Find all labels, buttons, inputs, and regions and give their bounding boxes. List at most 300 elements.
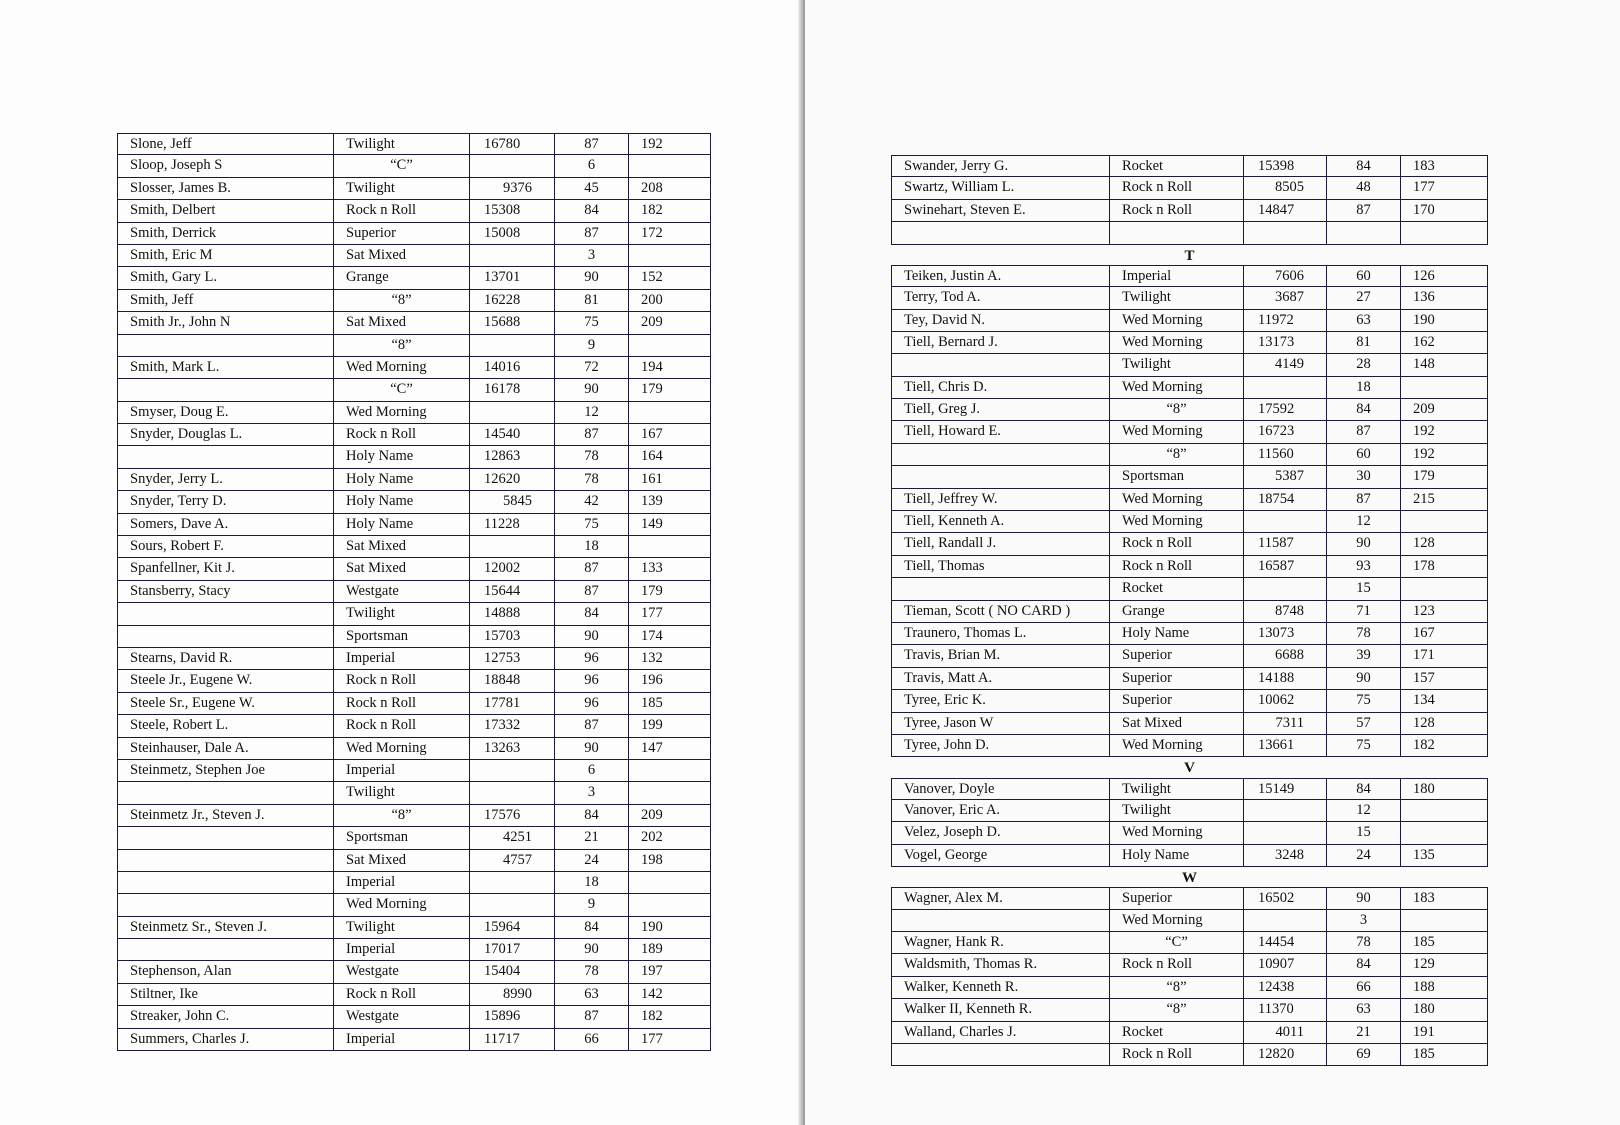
table-row	[117, 379, 711, 401]
games-cell: 84	[554, 200, 628, 221]
player-name-cell	[117, 939, 333, 960]
average-cell: 185	[628, 693, 711, 714]
league-cell: Holy Name	[1109, 845, 1243, 866]
total-pins-cell: 4149	[1243, 354, 1326, 375]
total-pins-cell: 11972	[1243, 310, 1326, 331]
total-pins-cell: 10062	[1243, 690, 1326, 711]
games-cell: 9	[554, 894, 628, 915]
games-cell: 84	[1326, 156, 1400, 176]
table-row	[117, 917, 711, 939]
total-pins-cell: 14847	[1243, 200, 1326, 221]
average-cell: 177	[628, 603, 711, 624]
games-cell: 84	[1326, 779, 1400, 799]
games-cell: 12	[554, 402, 628, 423]
league-cell: Wed Morning	[333, 894, 469, 915]
average-cell: 183	[1400, 156, 1488, 176]
total-pins-cell	[469, 536, 554, 557]
player-name-cell: Wagner, Alex M.	[891, 888, 1109, 908]
total-pins-cell: 10907	[1243, 954, 1326, 975]
league-cell: Westgate	[333, 961, 469, 982]
league-cell: Sportsman	[333, 827, 469, 848]
average-cell	[628, 402, 711, 423]
player-name-cell: Smith, Gary L.	[117, 267, 333, 288]
player-name-cell	[117, 872, 333, 893]
player-name-cell: Stearns, David R.	[117, 648, 333, 669]
total-pins-cell: 14888	[469, 603, 554, 624]
section-letter-heading: W	[1182, 870, 1197, 887]
table-row	[891, 690, 1488, 712]
total-pins-cell: 16780	[469, 134, 554, 154]
total-pins-cell: 18848	[469, 670, 554, 691]
average-cell	[628, 536, 711, 557]
games-cell: 3	[554, 245, 628, 266]
average-cell: 139	[628, 491, 711, 512]
league-cell: Superior	[1109, 668, 1243, 689]
table-row	[891, 155, 1488, 177]
player-name-cell: Stephenson, Alan	[117, 961, 333, 982]
player-name-cell: Traunero, Thomas L.	[891, 623, 1109, 644]
league-cell: Sportsman	[333, 626, 469, 647]
league-cell: Rock n Roll	[333, 424, 469, 445]
table-row	[117, 782, 711, 804]
games-cell: 96	[554, 670, 628, 691]
player-name-cell: Tiell, Howard E.	[891, 421, 1109, 442]
player-name-cell	[891, 910, 1109, 931]
player-name-cell: Walland, Charles J.	[891, 1022, 1109, 1043]
section-letter-heading: V	[1184, 760, 1195, 777]
table-row	[891, 887, 1488, 909]
games-cell: 87	[554, 223, 628, 244]
games-cell: 42	[554, 491, 628, 512]
player-name-cell: Smith, Derrick	[117, 223, 333, 244]
left-page	[0, 0, 805, 1125]
league-cell: Twilight	[1109, 354, 1243, 375]
league-cell: Wed Morning	[333, 357, 469, 378]
table-row	[117, 514, 711, 536]
table-row	[117, 267, 711, 289]
total-pins-cell	[469, 335, 554, 356]
league-cell: Grange	[333, 267, 469, 288]
games-cell: 3	[554, 782, 628, 803]
table-row	[117, 670, 711, 692]
player-name-cell: Spanfellner, Kit J.	[117, 558, 333, 579]
table-row	[891, 668, 1488, 690]
table-row	[891, 399, 1488, 421]
total-pins-cell	[1243, 800, 1326, 821]
league-cell: Sat Mixed	[1109, 713, 1243, 734]
player-name-cell	[117, 782, 333, 803]
league-cell: “C”	[1109, 932, 1243, 953]
league-cell: “8”	[333, 805, 469, 826]
average-cell: 171	[1400, 645, 1488, 666]
league-cell: Imperial	[333, 939, 469, 960]
table-row	[891, 489, 1488, 511]
games-cell: 30	[1326, 466, 1400, 487]
total-pins-cell: 5387	[1243, 466, 1326, 487]
league-cell: Twilight	[333, 134, 469, 154]
total-pins-cell	[1243, 377, 1326, 398]
table-row	[117, 1006, 711, 1028]
total-pins-cell: 14454	[1243, 932, 1326, 953]
player-name-cell: Summers, Charles J.	[117, 1029, 333, 1050]
total-pins-cell	[1243, 578, 1326, 599]
player-name-cell: Streaker, John C.	[117, 1006, 333, 1027]
total-pins-cell: 17592	[1243, 399, 1326, 420]
left-roster-table	[117, 133, 711, 1051]
games-cell: 3	[1326, 910, 1400, 931]
total-pins-cell: 8990	[469, 984, 554, 1005]
league-cell: Sat Mixed	[333, 536, 469, 557]
average-cell: 209	[1400, 399, 1488, 420]
table-row	[117, 961, 711, 983]
player-name-cell: Smith, Eric M	[117, 245, 333, 266]
player-name-cell: Swinehart, Steven E.	[891, 200, 1109, 221]
table-row	[891, 265, 1488, 287]
league-cell: Holy Name	[1109, 623, 1243, 644]
games-cell: 87	[554, 424, 628, 445]
table-row	[891, 822, 1488, 844]
league-cell: “8”	[1109, 977, 1243, 998]
total-pins-cell: 9376	[469, 178, 554, 199]
player-name-cell	[117, 850, 333, 871]
table-row	[117, 178, 711, 200]
average-cell: 179	[628, 581, 711, 602]
average-cell: 190	[1400, 310, 1488, 331]
average-cell	[1400, 377, 1488, 398]
average-cell: 209	[628, 805, 711, 826]
table-row	[891, 287, 1488, 309]
average-cell: 128	[1400, 713, 1488, 734]
table-row	[891, 1022, 1488, 1044]
total-pins-cell	[469, 782, 554, 803]
total-pins-cell: 11717	[469, 1029, 554, 1050]
player-name-cell: Slone, Jeff	[117, 134, 333, 154]
average-cell: 157	[1400, 668, 1488, 689]
player-name-cell: Steele, Robert L.	[117, 715, 333, 736]
player-name-cell: Tiell, Kenneth A.	[891, 511, 1109, 532]
league-cell: Wed Morning	[1109, 377, 1243, 398]
total-pins-cell: 17781	[469, 693, 554, 714]
league-cell: “8”	[1109, 399, 1243, 420]
total-pins-cell: 7606	[1243, 266, 1326, 286]
games-cell: 87	[1326, 489, 1400, 510]
games-cell: 45	[554, 178, 628, 199]
player-name-cell: Vogel, George	[891, 845, 1109, 866]
games-cell: 21	[554, 827, 628, 848]
table-row	[891, 310, 1488, 332]
average-cell: 167	[628, 424, 711, 445]
average-cell	[1400, 511, 1488, 532]
games-cell: 24	[554, 850, 628, 871]
player-name-cell: Tiell, Chris D.	[891, 377, 1109, 398]
table-row	[891, 354, 1488, 376]
games-cell: 90	[554, 939, 628, 960]
league-cell: “8”	[1109, 444, 1243, 465]
games-cell: 96	[554, 648, 628, 669]
games-cell: 72	[554, 357, 628, 378]
average-cell	[1400, 910, 1488, 931]
table-row	[891, 735, 1488, 757]
games-cell: 81	[1326, 332, 1400, 353]
league-cell: Sat Mixed	[333, 558, 469, 579]
player-name-cell: Snyder, Jerry L.	[117, 469, 333, 490]
average-cell: 133	[628, 558, 711, 579]
league-cell: Sat Mixed	[333, 245, 469, 266]
league-cell: Superior	[1109, 645, 1243, 666]
games-cell: 75	[1326, 690, 1400, 711]
table-row	[117, 245, 711, 267]
league-cell: Wed Morning	[333, 738, 469, 759]
total-pins-cell: 15404	[469, 961, 554, 982]
games-cell: 87	[1326, 200, 1400, 221]
games-cell: 78	[1326, 932, 1400, 953]
table-row	[117, 872, 711, 894]
total-pins-cell: 15703	[469, 626, 554, 647]
games-cell: 60	[1326, 444, 1400, 465]
league-cell: Grange	[1109, 601, 1243, 622]
average-cell: 128	[1400, 533, 1488, 554]
average-cell: 200	[628, 290, 711, 311]
total-pins-cell: 15688	[469, 312, 554, 333]
table-row	[117, 760, 711, 782]
table-row	[891, 533, 1488, 555]
average-cell: 185	[1400, 1044, 1488, 1065]
league-cell: Westgate	[333, 1006, 469, 1027]
total-pins-cell: 11228	[469, 514, 554, 535]
player-name-cell: Terry, Tod A.	[891, 287, 1109, 308]
league-cell: Superior	[1109, 888, 1243, 908]
league-cell: Rock n Roll	[333, 670, 469, 691]
league-cell: Wed Morning	[1109, 735, 1243, 756]
average-cell: 192	[1400, 444, 1488, 465]
player-name-cell	[891, 466, 1109, 487]
table-row	[117, 223, 711, 245]
player-name-cell: Sloop, Joseph S	[117, 155, 333, 176]
table-row	[117, 715, 711, 737]
league-cell: Wed Morning	[1109, 310, 1243, 331]
table-row	[117, 693, 711, 715]
table-row	[117, 155, 711, 177]
games-cell: 66	[1326, 977, 1400, 998]
total-pins-cell	[469, 894, 554, 915]
table-row	[117, 558, 711, 580]
average-cell: 177	[1400, 177, 1488, 198]
average-cell: 162	[1400, 332, 1488, 353]
average-cell: 147	[628, 738, 711, 759]
table-row	[891, 601, 1488, 623]
player-name-cell: Velez, Joseph D.	[891, 822, 1109, 843]
games-cell: 90	[554, 267, 628, 288]
average-cell: 179	[628, 379, 711, 400]
player-name-cell	[117, 894, 333, 915]
games-cell: 6	[554, 760, 628, 781]
section-table	[891, 778, 1488, 868]
average-cell	[1400, 822, 1488, 843]
average-cell: 178	[1400, 556, 1488, 577]
total-pins-cell	[469, 402, 554, 423]
average-cell: 149	[628, 514, 711, 535]
league-cell: Rocket	[1109, 578, 1243, 599]
average-cell: 172	[628, 223, 711, 244]
average-cell: 199	[628, 715, 711, 736]
average-cell: 190	[628, 917, 711, 938]
player-name-cell: Tiell, Bernard J.	[891, 332, 1109, 353]
table-row	[117, 581, 711, 603]
total-pins-cell: 13701	[469, 267, 554, 288]
total-pins-cell: 13173	[1243, 332, 1326, 353]
table-row	[117, 200, 711, 222]
average-cell: 180	[1400, 779, 1488, 799]
total-pins-cell: 16587	[1243, 556, 1326, 577]
table-row	[117, 446, 711, 468]
table-row	[891, 332, 1488, 354]
player-name-cell: Steinhauser, Dale A.	[117, 738, 333, 759]
games-cell: 87	[554, 581, 628, 602]
games-cell: 21	[1326, 1022, 1400, 1043]
table-row	[117, 290, 711, 312]
league-cell: Twilight	[1109, 287, 1243, 308]
table-row	[117, 536, 711, 558]
league-cell: “C”	[333, 379, 469, 400]
table-row	[891, 845, 1488, 867]
average-cell	[628, 245, 711, 266]
league-cell: Twilight	[333, 917, 469, 938]
player-name-cell: Waldsmith, Thomas R.	[891, 954, 1109, 975]
games-cell: 84	[554, 917, 628, 938]
total-pins-cell: 17332	[469, 715, 554, 736]
table-row	[117, 1029, 711, 1051]
total-pins-cell	[1243, 511, 1326, 532]
average-cell: 198	[628, 850, 711, 871]
player-name-cell: Tyree, John D.	[891, 735, 1109, 756]
games-cell: 12	[1326, 511, 1400, 532]
average-cell: 170	[1400, 200, 1488, 221]
table-row	[891, 999, 1488, 1021]
player-name-cell: Walker, Kenneth R.	[891, 977, 1109, 998]
total-pins-cell	[469, 155, 554, 176]
table-row	[117, 603, 711, 625]
player-name-cell: Swander, Jerry G.	[891, 156, 1109, 176]
league-cell: Rock n Roll	[333, 693, 469, 714]
average-cell: 129	[1400, 954, 1488, 975]
games-cell: 48	[1326, 177, 1400, 198]
average-cell: 197	[628, 961, 711, 982]
player-name-cell: Somers, Dave A.	[117, 514, 333, 535]
games-cell: 78	[1326, 623, 1400, 644]
league-cell: Rock n Roll	[1109, 533, 1243, 554]
table-row	[117, 626, 711, 648]
average-cell: 177	[628, 1029, 711, 1050]
player-name-cell	[117, 603, 333, 624]
table-row	[891, 954, 1488, 976]
table-row	[891, 910, 1488, 932]
games-cell: 18	[1326, 377, 1400, 398]
average-cell: 126	[1400, 266, 1488, 286]
total-pins-cell: 8748	[1243, 601, 1326, 622]
average-cell: 180	[1400, 999, 1488, 1020]
player-name-cell: Tyree, Jason W	[891, 713, 1109, 734]
section-table	[891, 155, 1488, 245]
games-cell: 75	[554, 312, 628, 333]
section-table	[891, 265, 1488, 758]
right-page	[805, 0, 1620, 1125]
average-cell: 152	[628, 267, 711, 288]
total-pins-cell: 4251	[469, 827, 554, 848]
games-cell: 87	[554, 134, 628, 154]
table-row	[891, 222, 1488, 244]
total-pins-cell: 16502	[1243, 888, 1326, 908]
average-cell: 208	[628, 178, 711, 199]
league-cell: Rock n Roll	[1109, 556, 1243, 577]
league-cell: Holy Name	[333, 491, 469, 512]
player-name-cell: Smith, Jeff	[117, 290, 333, 311]
total-pins-cell: 14016	[469, 357, 554, 378]
average-cell: 191	[1400, 1022, 1488, 1043]
player-name-cell: Wagner, Hank R.	[891, 932, 1109, 953]
games-cell: 24	[1326, 845, 1400, 866]
section-table	[891, 887, 1488, 1066]
total-pins-cell: 15644	[469, 581, 554, 602]
player-name-cell: Smith Jr., John N	[117, 312, 333, 333]
league-cell: Twilight	[1109, 800, 1243, 821]
average-cell: 192	[1400, 421, 1488, 442]
games-cell: 87	[1326, 421, 1400, 442]
table-row	[117, 424, 711, 446]
table-row	[891, 511, 1488, 533]
games-cell: 75	[554, 514, 628, 535]
table-row	[891, 800, 1488, 822]
average-cell: 174	[628, 626, 711, 647]
average-cell	[1400, 578, 1488, 599]
table-row	[891, 444, 1488, 466]
league-cell: Rock n Roll	[333, 984, 469, 1005]
average-cell: 189	[628, 939, 711, 960]
table-row	[891, 377, 1488, 399]
player-name-cell: Smith, Delbert	[117, 200, 333, 221]
player-name-cell: Tiell, Thomas	[891, 556, 1109, 577]
games-cell: 63	[1326, 310, 1400, 331]
games-cell: 90	[554, 626, 628, 647]
table-row	[117, 335, 711, 357]
average-cell: 135	[1400, 845, 1488, 866]
league-cell: “8”	[333, 290, 469, 311]
average-cell: 136	[1400, 287, 1488, 308]
games-cell: 84	[1326, 954, 1400, 975]
total-pins-cell	[1243, 822, 1326, 843]
table-row	[117, 738, 711, 760]
games-cell: 90	[1326, 668, 1400, 689]
games-cell: 69	[1326, 1044, 1400, 1065]
table-row	[117, 469, 711, 491]
table-row	[117, 894, 711, 916]
games-cell: 90	[1326, 533, 1400, 554]
table-row	[891, 421, 1488, 443]
league-cell: Wed Morning	[1109, 489, 1243, 510]
total-pins-cell: 14540	[469, 424, 554, 445]
total-pins-cell	[469, 760, 554, 781]
games-cell: 60	[1326, 266, 1400, 286]
league-cell: Superior	[1109, 690, 1243, 711]
games-cell: 78	[554, 446, 628, 467]
games-cell: 78	[554, 469, 628, 490]
league-cell: Imperial	[1109, 266, 1243, 286]
average-cell: 215	[1400, 489, 1488, 510]
section-letter-heading: T	[1184, 247, 1195, 264]
table-row	[117, 357, 711, 379]
league-cell: Wed Morning	[1109, 910, 1243, 931]
league-cell: Rock n Roll	[333, 200, 469, 221]
player-name-cell: Stansberry, Stacy	[117, 581, 333, 602]
